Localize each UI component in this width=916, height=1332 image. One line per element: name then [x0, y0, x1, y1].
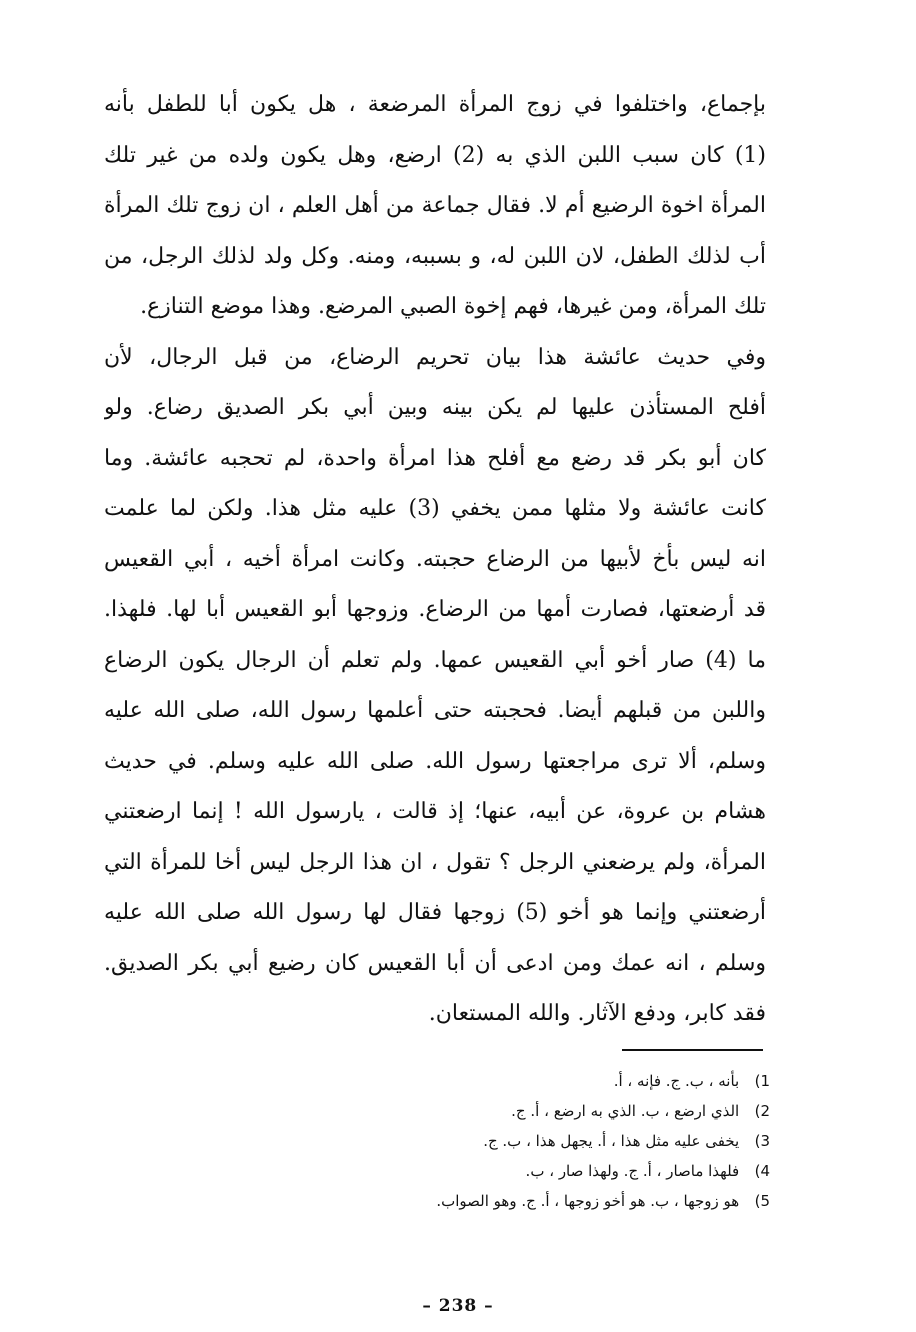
text-line: انه ليس بأخ لأبيها من الرضاع حجبته. وكانت امرأة أخيه ، أبي القعيس [104, 546, 766, 572]
text-line: فقد كابر، ودفع الآثار. والله المستعان. [428, 1001, 766, 1026]
footnote-number: 5) [754, 1192, 770, 1210]
footnote-text: الذي ارضع ، ب. الذي به ارضع ، أ. ج. [511, 1102, 740, 1120]
footnote-number: 4) [754, 1162, 770, 1180]
footnote [250, 1156, 770, 1186]
text-line: المرأة، ولم يرضعني الرجل ؟ تقول ، ان هذا الرجل ليس أخا للمرأة التي [104, 849, 766, 875]
footnote-text: بأنه ، ب. ج. فإنه ، أ. [613, 1072, 740, 1090]
text-line: أرضعتني وإنما هو أخو (5) زوجها فقال لها رسول الله صلى الله عليه [104, 900, 766, 925]
text-line: كان أبو بكر قد رضع مع أفلح هذا امرأة واحدة، لم تحجبه عائشة. وما [104, 445, 766, 471]
text-line: أب لذلك الطفل، لان اللبن له، و بسببه، ومنه. وكل ولد لذلك الرجل، من [104, 243, 766, 269]
text-line: (1) كان سبب اللبن الذي به (2) ارضع، وهل يكون ولده من غير تلك [104, 142, 766, 168]
footnote-text: هو زوجها ، ب. هو أخو زوجها ، أ. ج. وهو الصواب. [436, 1192, 740, 1210]
text-line: تلك المرأة، ومن غيرها، فهم إخوة الصبي المرضع. وهذا موضع التنازع. [140, 294, 766, 319]
footnotes [250, 1066, 770, 1216]
footnote [250, 1066, 770, 1096]
footnote [250, 1126, 770, 1156]
text-line: هشام بن عروة، عن أبيه، عنها؛ إذ قالت ، يارسول الله ! إنما ارضعتني [104, 799, 766, 824]
text-line: ما (4) صار أخو أبي القعيس عمها. ولم تعلم أن الرجال يكون الرضاع [104, 647, 766, 673]
footnote-text: فلهذا ماصار ، أ. ج. ولهذا صار ، ب. [525, 1162, 740, 1180]
footnote [250, 1096, 770, 1126]
footnote-separator [622, 1049, 763, 1051]
text-line: بإجماع، واختلفوا في زوج المرأة المرضعة ، هل يكون أبا للطفل بأنه [104, 92, 766, 117]
text-line: وسلم، ألا ترى مراجعتها رسول الله. صلى الله عليه وسلم. في حديث [104, 748, 766, 774]
page-number: – 238 – [422, 1296, 494, 1316]
footnote-number: 3) [754, 1132, 770, 1150]
text-line: وفي حديث عائشة هذا بيان تحريم الرضاع، من قبل الرجال، لأن [104, 344, 766, 370]
footnote-number: 1) [754, 1072, 770, 1090]
text-line: كانت عائشة ولا مثلها ممن يخفي (3) عليه مثل هذا. ولكن لما علمت [104, 496, 766, 521]
text-line: المرأة اخوة الرضيع أم لا. فقال جماعة من أهل العلم ، ان زوج تلك المرأة [104, 193, 766, 218]
text-line: أفلح المستأذن عليها لم يكن بينه وبين أبي بكر الصديق رضاع. ولو [104, 395, 766, 420]
footnote-number: 2) [754, 1102, 770, 1120]
main-text [104, 80, 766, 1040]
footnote-text: يخفى عليه مثل هذا ، أ. يجهل هذا ، ب. ج. [483, 1132, 740, 1150]
text-line: واللبن من قبلهم أيضا. فحجبته حتى أعلمها رسول الله، صلى الله عليه [104, 698, 766, 723]
footnote [250, 1186, 770, 1216]
text-line: وسلم ، انه عمك ومن ادعى أن أبا القعيس كان رضيع أبي بكر الصديق. [104, 950, 766, 976]
text-line: قد أرضعتها، فصارت أمها من الرضاع. وزوجها أبو القعيس أبا لها. فلهذا. [104, 597, 766, 622]
